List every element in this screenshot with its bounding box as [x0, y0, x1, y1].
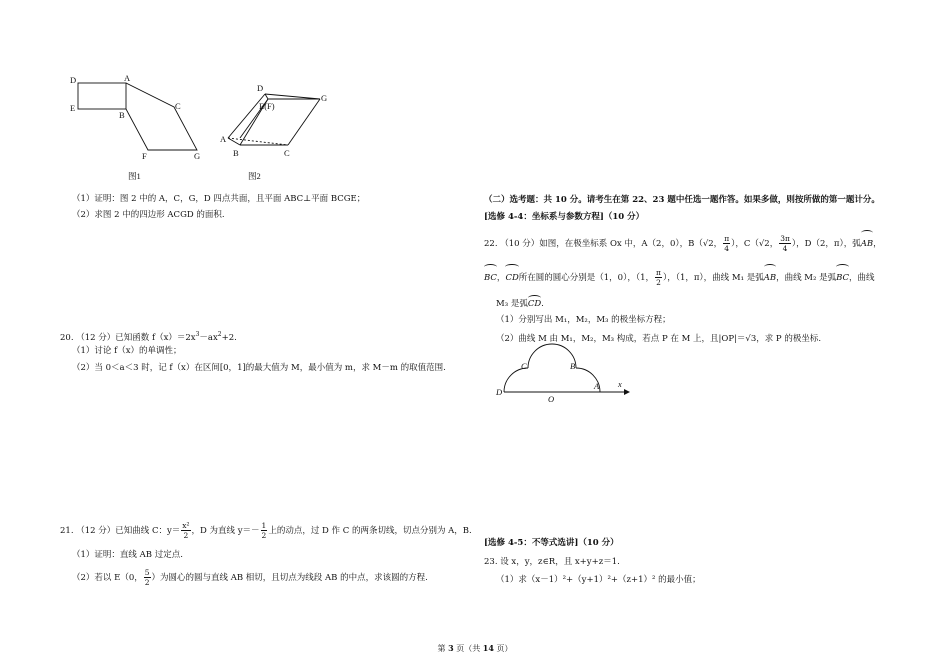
q19-part2: （2）求图 2 中的四边形 ACGD 的面积.	[72, 210, 225, 220]
fig1-label-e: E	[70, 103, 76, 113]
fig3-label-b: B	[570, 361, 576, 371]
fig1-label-f: F	[142, 151, 147, 161]
page-footer: 第 3 页（共 14 页）	[437, 643, 513, 653]
fig3-label-d: D	[496, 387, 503, 397]
fig1-caption: 图1	[128, 171, 141, 181]
x-axis-arrow-icon	[624, 389, 630, 395]
q23-part1: （1）求（x－1）²+（y+1）²+（z+1）² 的最小值；	[496, 575, 701, 585]
q21-stem: 21. （12 分）已知曲线 C：y＝ $\frac{\text{x²}}{2}$ ，D 为直线 y＝－ $\frac{1}{2}$ 上的动点，过 D 作 C 的两条切线，切点分别为 A，B.	[60, 521, 472, 540]
fig2-label-b: B	[233, 148, 239, 158]
fig2-caption: 图2	[248, 171, 261, 181]
figure-3-polar-curve	[496, 350, 636, 410]
q20-stem: 20. （12 分）已知函数 $f(x)=2x^3-ax^2+2$.	[60, 331, 237, 343]
fig3-label-a: A	[594, 381, 600, 391]
fig3-label-c: C	[521, 361, 527, 371]
fig1-parallelogram	[126, 83, 197, 150]
fig1-label-d: D	[70, 75, 77, 85]
q22-line3: M₃ 是弧CD.	[496, 296, 544, 310]
q21-part2: （2）若以 E（0， $\frac{5}{2}$ ）为圆心的圆与直线 AB 相切，且切点为线段 AB 的中点，求该圆的方程.	[72, 568, 428, 587]
fig1-label-a: A	[124, 73, 131, 83]
fig2-label-ef: E(F)	[259, 101, 275, 111]
fig1-rectangle-adeb	[78, 83, 126, 109]
q22-line2: BC，CD所在圆的圆心分别是（1，0），（1， $\frac{\pi}{2}$ ），（1，π），曲线 M₁ 是弧AB，曲线 M₂ 是弧BC，曲线	[484, 265, 875, 289]
fig3-label-x: x	[618, 379, 622, 389]
q20-part2: （2）当 0＜a＜3 时，记 f（x）在区间[0，1]的最大值为 M，最小值为 m，求 M－m 的取值范围.	[72, 363, 446, 373]
page-total: 14	[482, 643, 494, 653]
q22-part1: （1）分别写出 M₁，M₂，M₃ 的极坐标方程；	[496, 315, 671, 325]
q20-part1: （1）讨论 f（x）的单调性；	[72, 346, 182, 356]
figure-2	[220, 72, 340, 182]
fig2-label-c: C	[284, 148, 290, 158]
fig1-label-c: C	[175, 101, 181, 111]
q21-part1: （1）证明：直线 AB 过定点.	[72, 550, 183, 560]
q22-line1: 22. （10 分）如图，在极坐标系 Ox 中，A（2，0），B（√2， $\frac{\pi}{4}$ ），C（√2， $\frac{3\pi}{4}$ ），D（2，π），弧AB，	[484, 231, 882, 255]
fig2-label-g: G	[321, 93, 328, 103]
section2-header: （二）选考题：共 10 分。请考生在第 22、23 题中任选一题作答。如果多做，则按所做的第一题计分。	[484, 195, 880, 205]
q19-part1: （1）证明：图 2 中的 A，C，G，D 四点共面，且平面 ABC⊥平面 BCGE；	[72, 194, 366, 204]
page-number: 3	[448, 643, 454, 653]
fig2-label-d: D	[257, 83, 264, 93]
elective-4-5-header: [选修 4-5：不等式选讲]（10 分）	[484, 538, 619, 548]
fig3-label-o: O	[548, 394, 555, 404]
q22-part2: （2）曲线 M 由 M₁，M₂，M₃ 构成，若点 P 在 M 上，且|OP|＝√3，求 P 的极坐标.	[496, 334, 822, 344]
fig2-label-a: A	[220, 134, 227, 144]
elective-4-4-header: [选修 4-4：坐标系与参数方程]（10 分）	[484, 212, 645, 222]
fig1-label-g: G	[194, 151, 201, 161]
fig1-label-b: B	[119, 110, 125, 120]
q23-stem: 23. 设 x，y，z∈R，且 x+y+z＝1.	[484, 557, 620, 567]
